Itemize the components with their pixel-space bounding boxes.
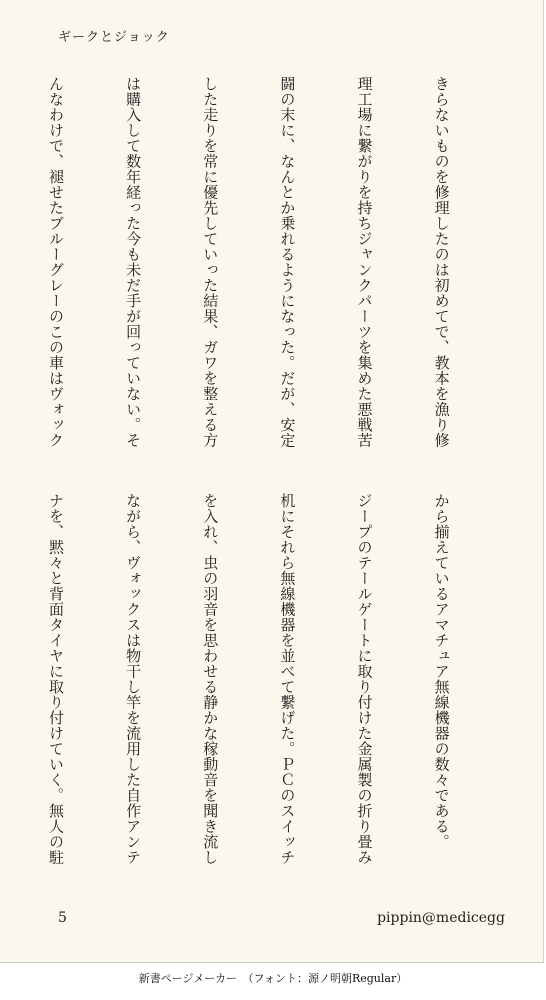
text-line: ナを、黙々と背面タイヤに取り付けていく。無人の駐 [47,493,66,865]
text-line: んなわけで、褪せたブルーグレーのこの車はヴォック [47,76,66,448]
generator-credit: 新書ページメーカー （フォント：源ノ明朝Regular） [138,972,408,985]
upper-text-block [47,76,505,476]
text-line: 闘の末に、なんとか乗れるようになった。だが、安定 [278,76,297,448]
text-line: 理工場に繋がりを持ちジャンクパーツを集めた悪戦苦 [355,76,374,448]
text-line: した走りを常に優先していった結果、ガワを整える方 [201,76,220,448]
book-title: ギークとジョック [58,30,170,45]
text-line: きらないものを修理したのは初めてで、教本を漁り修 [432,76,451,448]
lower-text-block [47,493,505,893]
text-line: から揃えているアマチュア無線機器の数々である。 [432,493,451,850]
text-line: 机にそれら無線機器を並べて繋げた。ＰＣのスイッチ [278,493,297,865]
text-line: を入れ、虫の羽音を思わせる静かな稼動音を聞き流し [201,493,220,865]
text-line: ジープのテールゲートに取り付けた金属製の折り畳み [355,493,374,865]
page-number: 5 [58,910,67,926]
author-handle: pippin@medicegg [377,910,505,926]
text-line: は購入して数年経った今も未だ手が回っていない。そ [124,76,143,448]
text-line: ながら、ヴォックスは物干し竿を流用した自作アンテ [124,493,143,865]
